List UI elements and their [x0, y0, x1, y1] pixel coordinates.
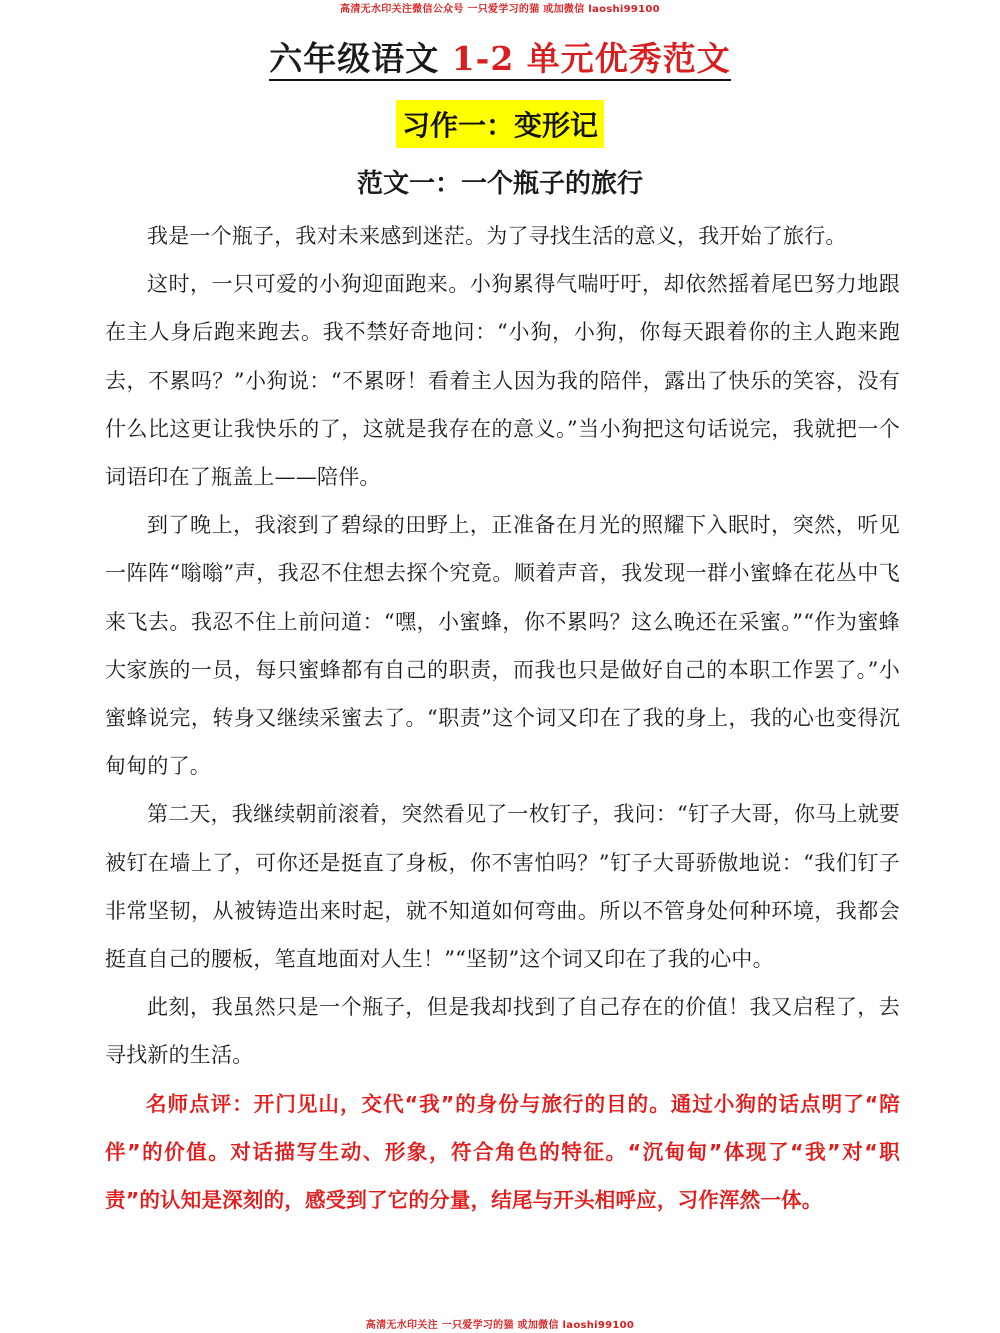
- teacher-comment: 名师点评：开门见山，交代“我”的身份与旅行的目的。通过小狗的话点明了“陪伴”的价值。对话描写生动、形象，符合角色的特征。“沉甸甸”体现了“我”对“职责”的认知是深刻的，感受到了它的分量，结尾与开头相呼应，习作浑然一体。: [105, 1091, 900, 1213]
- essay-body: [105, 212, 900, 1224]
- page-title: [0, 33, 1000, 80]
- paragraph: 此刻，我虽然只是一个瓶子，但是我却找到了自己存在的价值！我又启程了，去寻找新的生活。: [105, 995, 900, 1068]
- watermark-banner-bottom: 高清无水印关注 一只爱学习的猫 或加微信 laoshi99100: [365, 1320, 635, 1331]
- paragraph: 第二天，我继续朝前滚着，突然看见了一枚钉子，我问：“钉子大哥，你马上就要被钉在墙上了，可你还是挺直了身板，你不害怕吗？”钉子大哥骄傲地说：“我们钉子非常坚韧，从被铸造出来时起，就不知道如何弯曲。所以不管身处何种环境，我都会挺直自己的腰板，笔直地面对人生！”“坚韧”这个词又印在了我的心中。: [105, 802, 900, 972]
- section-heading: 习作一：变形记: [396, 100, 604, 148]
- paragraph: 我是一个瓶子，我对未来感到迷茫。为了寻找生活的意义，我开始了旅行。: [147, 224, 847, 248]
- paragraph: 到了晚上，我滚到了碧绿的田野上，正准备在月光的照耀下入眠时，突然，听见一阵阵“嗡嗡”声，我忍不住想去探个究竟。顺着声音，我发现一群小蜜蜂在花丛中飞来飞去。我忍不住上前问道：“嘿，小蜜蜂，你不累吗？这么晚还在采蜜。”“作为蜜蜂大家族的一员，每只蜜蜂都有自己的职责，而我也只是做好自己的本职工作罢了。”小蜜蜂说完，转身又继续采蜜去了。“职责”这个词又印在了我的身上，我的心也变得沉甸甸的了。: [105, 513, 900, 779]
- title-red-part: 1-2 单元优秀范文: [451, 39, 731, 78]
- section-heading-wrap: [0, 100, 1000, 148]
- essay-title: 范文一：一个瓶子的旅行: [356, 169, 643, 199]
- title-black-part: 六年级语文: [269, 39, 452, 78]
- paragraph: 这时，一只可爱的小狗迎面跑来。小狗累得气喘吁吁，却依然摇着尾巴努力地跟在主人身后跑来跑去。我不禁好奇地问：“小狗，小狗，你每天跟着你的主人跑来跑去，不累吗？”小狗说：“不累呀！看着主人因为我的陪伴，露出了快乐的笑容，没有什么比这更让我快乐的了，这就是我存在的意义。”当小狗把这句话说完，我就把一个词语印在了瓶盖上——陪伴。: [105, 272, 900, 490]
- watermark-banner-top: 高清无水印关注微信公众号 一只爱学习的猫 或加微信 laoshi99100: [340, 4, 660, 15]
